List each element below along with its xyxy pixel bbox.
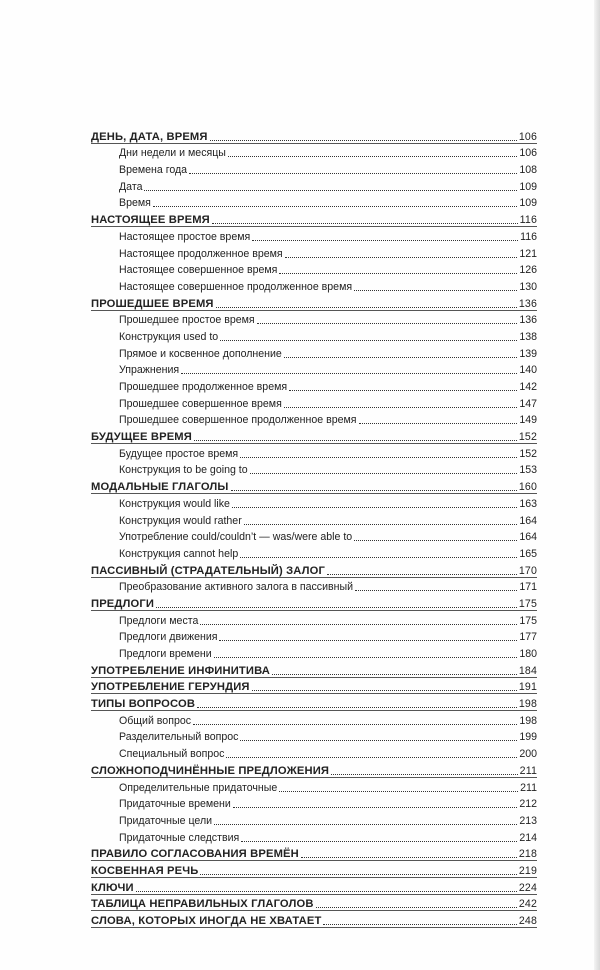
- toc-entry-title: Предлоги места: [119, 614, 199, 627]
- toc-entry-title: Специальный вопрос: [119, 748, 225, 761]
- toc-entry-title: Настоящее совершенное продолженное время: [119, 280, 353, 293]
- toc-page-number: 248: [518, 915, 537, 927]
- toc-entry-title: ПРАВИЛО СОГЛАСОВАНИЯ ВРЕМЁН: [91, 848, 299, 861]
- toc-entry-title: Времена года: [119, 164, 188, 177]
- toc-subsection-row[interactable]: [91, 744, 537, 761]
- toc-entry-title: Прошедшее простое время: [119, 314, 255, 327]
- toc-entry-title: УПОТРЕБЛЕНИЕ ГЕРУНДИЯ: [91, 681, 250, 694]
- toc-dot-leader: [272, 673, 517, 675]
- toc-dot-leader: [241, 840, 517, 842]
- toc-dot-leader: [354, 539, 517, 541]
- toc-section-row[interactable]: [91, 294, 537, 311]
- toc-page-number: 136: [519, 314, 537, 327]
- toc-entry-title: Конструкция would rather: [119, 514, 242, 527]
- toc-entry-title: Прошедшее продолженное время: [119, 381, 288, 393]
- toc-page-number: 213: [519, 814, 537, 827]
- toc-page-number: 177: [519, 631, 537, 644]
- toc-dot-leader: [257, 322, 518, 324]
- toc-page-number: 198: [518, 698, 537, 711]
- toc-dot-leader: [200, 873, 516, 875]
- toc-dot-leader: [136, 890, 517, 892]
- toc-dot-leader: [240, 556, 517, 558]
- toc-page-number: 191: [518, 681, 537, 694]
- toc-entry-title: Предлоги времени: [119, 648, 212, 660]
- toc-entry-title: Предлоги движения: [119, 631, 218, 644]
- toc-entry-title: Употребление could/couldn’t — was/were able to: [119, 531, 353, 544]
- toc-entry-title: НАСТОЯЩЕЕ ВРЕМЯ: [91, 214, 210, 227]
- toc-entry-title: Придаточные времени: [119, 798, 231, 811]
- toc-entry-title: Дни недели и месяцы: [119, 147, 226, 160]
- toc-section-row[interactable]: [91, 661, 537, 678]
- toc-dot-leader: [216, 306, 517, 308]
- toc-page-number: 108: [519, 164, 537, 177]
- toc-dot-leader: [244, 523, 518, 525]
- toc-dot-leader: [231, 489, 517, 491]
- toc-dot-leader: [210, 139, 517, 141]
- toc-page-number: 211: [519, 764, 537, 777]
- toc-dot-leader: [214, 656, 518, 658]
- toc-section-row[interactable]: [91, 477, 537, 494]
- toc-dot-leader: [189, 172, 517, 174]
- toc-page-number: 212: [519, 798, 537, 811]
- toc-page-number: 219: [518, 864, 537, 877]
- toc-dot-leader: [279, 790, 518, 792]
- toc-entry-title: СЛОЖНОПОДЧИНЁННЫЕ ПРЕДЛОЖЕНИЯ: [91, 764, 330, 777]
- toc-page-number: 175: [518, 597, 537, 610]
- toc-entry-title: ПРЕДЛОГИ: [91, 597, 155, 610]
- toc-dot-leader: [232, 506, 517, 508]
- toc-dot-leader: [153, 205, 517, 207]
- toc-page-number: 126: [519, 264, 537, 277]
- toc-page-number: 163: [519, 497, 537, 510]
- toc-section-row[interactable]: [91, 895, 537, 912]
- toc-dot-leader: [289, 389, 517, 391]
- toc-dot-leader: [193, 723, 517, 725]
- toc-entry-title: Конструкция to be going to: [119, 464, 248, 477]
- toc-page-number: 184: [518, 664, 537, 677]
- toc-dot-leader: [228, 155, 517, 157]
- toc-entry-title: ДЕНЬ, ДАТА, ВРЕМЯ: [91, 130, 208, 143]
- toc-subsection-row[interactable]: [91, 494, 537, 511]
- toc-entry-title: ТИПЫ ВОПРОСОВ: [91, 698, 196, 711]
- toc-entry-title: Придаточные цели: [119, 814, 213, 827]
- toc-page-number: 152: [519, 447, 537, 460]
- toc-section-row[interactable]: [91, 861, 537, 878]
- toc-subsection-row[interactable]: [91, 244, 537, 261]
- toc-page-number: 211: [520, 781, 537, 794]
- toc-subsection-row[interactable]: [91, 177, 537, 194]
- toc-entry-title: КОСВЕННАЯ РЕЧЬ: [91, 864, 199, 877]
- toc-subsection-row[interactable]: [91, 361, 537, 378]
- toc-entry-title: Определительные придаточные: [119, 781, 278, 794]
- toc-dot-leader: [327, 573, 517, 575]
- toc-section-row[interactable]: [91, 911, 537, 928]
- toc-entry-title: ПРОШЕДШЕЕ ВРЕМЯ: [91, 297, 214, 310]
- toc-entry-title: Конструкция used to: [119, 330, 219, 343]
- toc-entry-title: Разделительный вопрос: [119, 731, 239, 744]
- toc-subsection-row[interactable]: [91, 711, 537, 728]
- table-of-contents: [91, 127, 537, 928]
- toc-page-number: 121: [519, 247, 537, 260]
- toc-dot-leader: [354, 289, 517, 291]
- toc-entry-title: Прошедшее совершенное продолженное время: [119, 414, 357, 427]
- toc-subsection-row[interactable]: [91, 828, 537, 845]
- toc-entry-title: Придаточные следствия: [119, 831, 240, 844]
- toc-subsection-row[interactable]: [91, 544, 537, 561]
- toc-subsection-row[interactable]: [91, 795, 537, 812]
- toc-entry-title: Время: [119, 197, 151, 210]
- toc-page-number: 224: [518, 881, 537, 894]
- toc-page-number: 140: [519, 364, 537, 377]
- toc-dot-leader: [212, 222, 518, 224]
- toc-subsection-row[interactable]: [91, 311, 537, 328]
- toc-dot-leader: [250, 472, 518, 474]
- toc-dot-leader: [219, 639, 517, 641]
- toc-subsection-row[interactable]: [91, 461, 537, 478]
- page-edge-shadow: [594, 0, 600, 970]
- toc-dot-leader: [301, 856, 517, 858]
- toc-subsection-row[interactable]: [91, 411, 537, 428]
- toc-page-number: 180: [519, 648, 537, 660]
- toc-entry-title: СЛОВА, КОТОРЫХ ИНОГДА НЕ ХВАТАЕТ: [91, 915, 322, 927]
- toc-page-number: 175: [519, 614, 537, 627]
- toc-subsection-row[interactable]: [91, 194, 537, 211]
- toc-subsection-row[interactable]: [91, 611, 537, 628]
- toc-subsection-row[interactable]: [91, 144, 537, 161]
- toc-dot-leader: [284, 356, 517, 358]
- toc-page-number: 171: [519, 581, 537, 594]
- toc-dot-leader: [200, 623, 517, 625]
- toc-subsection-row[interactable]: [91, 227, 537, 244]
- toc-dot-leader: [284, 406, 518, 408]
- toc-dot-leader: [331, 773, 518, 775]
- toc-section-row[interactable]: [91, 761, 537, 778]
- toc-page-number: 160: [518, 481, 537, 494]
- toc-section-row[interactable]: [91, 678, 537, 695]
- toc-entry-title: Настоящее продолженное время: [119, 247, 283, 260]
- toc-page-number: 136: [518, 297, 537, 310]
- toc-page-number: 165: [519, 547, 537, 560]
- toc-entry-title: Упражнения: [119, 364, 180, 377]
- toc-subsection-row[interactable]: [91, 644, 537, 661]
- toc-page-number: 164: [519, 531, 537, 544]
- toc-entry-title: Дата: [119, 180, 143, 193]
- toc-dot-leader: [240, 456, 517, 458]
- toc-entry-title: Общий вопрос: [119, 714, 192, 727]
- toc-page-number: 153: [519, 464, 537, 477]
- toc-dot-leader: [359, 422, 518, 424]
- toc-dot-leader: [214, 823, 517, 825]
- toc-entry-title: Конструкция cannot help: [119, 547, 239, 560]
- toc-dot-leader: [285, 256, 518, 258]
- toc-page-number: 152: [518, 431, 537, 444]
- toc-page-number: 200: [519, 748, 537, 761]
- toc-page-number: 164: [519, 514, 537, 527]
- toc-subsection-row[interactable]: [91, 344, 537, 361]
- toc-entry-title: БУДУЩЕЕ ВРЕМЯ: [91, 431, 192, 444]
- toc-page-number: 138: [519, 330, 537, 343]
- toc-entry-title: Настоящее совершенное время: [119, 264, 278, 277]
- toc-dot-leader: [252, 689, 517, 691]
- toc-subsection-row[interactable]: [91, 511, 537, 528]
- toc-page-number: 242: [518, 898, 537, 911]
- toc-page-number: 218: [518, 848, 537, 861]
- toc-section-row[interactable]: [91, 210, 537, 227]
- toc-page-number: 116: [519, 214, 537, 227]
- toc-entry-title: ТАБЛИЦА НЕПРАВИЛЬНЫХ ГЛАГОЛОВ: [91, 898, 314, 911]
- toc-dot-leader: [233, 806, 517, 808]
- toc-dot-leader: [240, 739, 517, 741]
- toc-page-number: 214: [519, 831, 537, 844]
- toc-section-row[interactable]: [91, 427, 537, 444]
- toc-subsection-row[interactable]: [91, 444, 537, 461]
- toc-subsection-row[interactable]: [91, 778, 537, 795]
- toc-dot-leader: [181, 372, 517, 374]
- toc-dot-leader: [156, 606, 517, 608]
- toc-page-number: 147: [519, 397, 537, 410]
- toc-entry-title: МОДАЛЬНЫЕ ГЛАГОЛЫ: [91, 481, 229, 494]
- toc-page-number: 106: [519, 147, 537, 160]
- toc-dot-leader: [226, 756, 517, 758]
- toc-entry-title: Настоящее простое время: [119, 230, 251, 243]
- toc-dot-leader: [279, 272, 517, 274]
- toc-subsection-row[interactable]: [91, 261, 537, 278]
- toc-entry-title: ПАССИВНЫЙ (СТРАДАТЕЛЬНЫЙ) ЗАЛОГ: [91, 564, 325, 577]
- toc-section-row[interactable]: [91, 878, 537, 895]
- toc-entry-title: Преобразование активного залога в пассивный: [119, 581, 354, 594]
- toc-dot-leader: [144, 189, 517, 191]
- toc-subsection-row[interactable]: [91, 728, 537, 745]
- toc-page-number: 149: [519, 414, 537, 427]
- toc-subsection-row[interactable]: [91, 628, 537, 645]
- toc-subsection-row[interactable]: [91, 528, 537, 545]
- toc-entry-title: Будущее простое время: [119, 447, 239, 460]
- toc-page-number: 142: [519, 381, 537, 393]
- toc-section-row[interactable]: [91, 561, 537, 578]
- toc-page-number: 116: [520, 230, 537, 243]
- toc-subsection-row[interactable]: [91, 811, 537, 828]
- toc-section-row[interactable]: [91, 594, 537, 611]
- toc-entry-title: Прошедшее совершенное время: [119, 397, 282, 410]
- toc-dot-leader: [194, 439, 517, 441]
- toc-subsection-row[interactable]: [91, 277, 537, 294]
- toc-entry-title: УПОТРЕБЛЕНИЕ ИНФИНИТИВА: [91, 664, 270, 677]
- toc-section-row[interactable]: [91, 127, 537, 144]
- toc-subsection-row[interactable]: [91, 394, 537, 411]
- toc-dot-leader: [355, 589, 517, 591]
- toc-subsection-row[interactable]: [91, 377, 537, 394]
- toc-page-number: 130: [519, 280, 537, 293]
- toc-dot-leader: [197, 706, 517, 708]
- toc-page-number: 106: [518, 130, 537, 143]
- toc-entry-title: КЛЮЧИ: [91, 881, 134, 894]
- toc-page-number: 109: [519, 197, 537, 210]
- toc-page-number: 170: [518, 564, 537, 577]
- toc-dot-leader: [252, 239, 518, 241]
- toc-page-number: 199: [519, 731, 537, 744]
- toc-subsection-row[interactable]: [91, 578, 537, 595]
- toc-dot-leader: [316, 906, 517, 908]
- toc-section-row[interactable]: [91, 694, 537, 711]
- toc-dot-leader: [220, 339, 517, 341]
- toc-dot-leader: [323, 923, 516, 925]
- toc-subsection-row[interactable]: [91, 327, 537, 344]
- toc-page-number: 139: [519, 347, 537, 360]
- toc-page-number: 109: [519, 180, 537, 193]
- toc-entry-title: Конструкция would like: [119, 497, 230, 510]
- toc-page-number: 198: [519, 714, 537, 727]
- toc-entry-title: Прямое и косвенное дополнение: [119, 347, 282, 360]
- toc-section-row[interactable]: [91, 845, 537, 862]
- toc-subsection-row[interactable]: [91, 160, 537, 177]
